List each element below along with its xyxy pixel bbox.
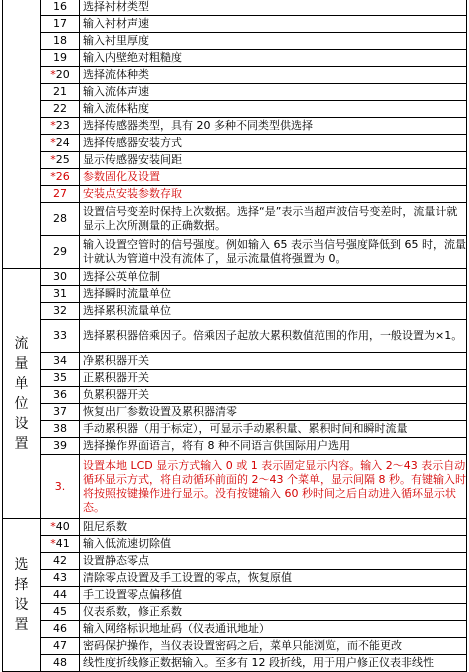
row-description: 设置信号变差时保持上次数据。选择“是”表示当超声波信号变差时，流量计就显示上次所测量的正确数据。 — [80, 203, 467, 236]
row-description: 选择累积器倍乘因子。倍乘因子起放大累积数值范围的作用，一般设置为×1。 — [80, 320, 467, 353]
row-description: 选择流体种类 — [80, 67, 467, 84]
row-number: 42 — [53, 554, 67, 567]
row-number: 45 — [53, 605, 67, 618]
table-row: *24 选择传感器安装方式 — [3, 135, 467, 152]
row-number: 32 — [53, 304, 67, 317]
table-row — [3, 421, 467, 438]
row-number: 17 — [53, 17, 67, 30]
row-description: 选择公英单位制 — [80, 269, 467, 286]
row-number: 37 — [53, 405, 67, 418]
table-row — [3, 655, 467, 672]
row-number: 19 — [53, 51, 67, 64]
row-number: 34 — [53, 354, 67, 367]
row-number: 29 — [53, 245, 67, 258]
row-description: 选择传感器类型，具有 20 多种不同类型供选择 — [80, 118, 467, 135]
row-number: 21 — [53, 85, 67, 98]
row-description: 输入流体粘度 — [80, 101, 467, 118]
row-number: 46 — [53, 622, 67, 635]
row-description: 阻尼系数 — [80, 519, 467, 536]
table-row — [3, 553, 467, 570]
row-number: 38 — [53, 422, 67, 435]
row-description: 选择瞬时流量单位 — [80, 286, 467, 303]
table-row — [3, 0, 467, 16]
table-row — [3, 33, 467, 50]
row-number: 43 — [53, 571, 67, 584]
table-row: *23 选择传感器类型，具有 20 多种不同类型供选择 — [3, 118, 467, 135]
row-description: 负累积器开关 — [80, 387, 467, 404]
table-row: *25 显示传感器安装间距 — [3, 152, 467, 169]
table-row — [3, 353, 467, 370]
row-number: 30 — [53, 270, 67, 283]
row-number: 41 — [55, 537, 70, 550]
table-row — [3, 236, 467, 269]
row-number: 28 — [53, 212, 67, 225]
row-number: 18 — [53, 34, 67, 47]
group-cell-selection: 选择设置 — [3, 519, 41, 672]
row-number: 36 — [53, 388, 67, 401]
table-row — [3, 101, 467, 118]
row-number: 40 — [55, 520, 70, 533]
row-number: 27 — [53, 187, 67, 200]
row-number: 20 — [55, 68, 70, 81]
table-row: 选择设置 *40 阻尼系数 — [3, 519, 467, 536]
table-row: *20 选择流体种类 — [3, 67, 467, 84]
table-row — [3, 84, 467, 101]
row-description: 输入流体声速 — [80, 84, 467, 101]
table-row — [3, 587, 467, 604]
row-number: 31 — [53, 287, 67, 300]
table-row — [3, 455, 467, 519]
row-number: 3. — [54, 479, 66, 493]
row-description: 密码保护操作，当仪表设置密码之后，菜单只能浏览，而不能更改 — [80, 638, 467, 655]
row-description: 选择衬材类型 — [80, 0, 467, 16]
row-description: 手工设置零点偏移值 — [80, 587, 467, 604]
row-description: 清除零点设置及手工设置的零点，恢复原值 — [80, 570, 467, 587]
table-row — [3, 604, 467, 621]
row-number: 26 — [55, 170, 70, 183]
row-number: 35 — [53, 371, 67, 384]
row-number: 22 — [53, 102, 67, 115]
row-description: 输入衬材声速 — [80, 16, 467, 33]
row-description: 手动累积器（用于标定），可显示手动累积量、累积时间和瞬时流量 — [80, 421, 467, 438]
table-row — [3, 16, 467, 33]
row-number: 25 — [55, 153, 70, 166]
table-row — [3, 404, 467, 421]
row-description: 选择传感器安装方式 — [80, 135, 467, 152]
row-description: 输入低流速切除值 — [80, 536, 467, 553]
row-number: 23 — [55, 119, 70, 132]
row-description: 参数固化及设置 — [80, 169, 467, 186]
menu-table — [2, 0, 467, 672]
row-number: 48 — [53, 656, 67, 669]
row-description: 仪表系数，修正系数 — [80, 604, 467, 621]
table-row — [3, 638, 467, 655]
table-row — [3, 203, 467, 236]
row-description: 输入衬里厚度 — [80, 33, 467, 50]
row-description: 安装点安装参数存取 — [80, 186, 467, 203]
row-number: 33 — [53, 329, 67, 342]
row-number: 16 — [53, 0, 67, 13]
row-description: 选择累积流量单位 — [80, 303, 467, 320]
table-row — [3, 370, 467, 387]
table-row — [3, 286, 467, 303]
table-row — [3, 50, 467, 67]
row-description: 恢复出厂参数设置及累积器清零 — [80, 404, 467, 421]
table-row — [3, 621, 467, 638]
group-cell-top — [3, 0, 41, 269]
row-description: 显示传感器安装间距 — [80, 152, 467, 169]
table-row — [3, 438, 467, 455]
row-description: 输入内壁绝对粗糙度 — [80, 50, 467, 67]
row-description: 线性度折线修正数据输入。至多有 12 段折线，用于用户修正仪表非线性 — [80, 655, 467, 672]
table-row — [3, 570, 467, 587]
row-description: 净累积器开关 — [80, 353, 467, 370]
row-number: 39 — [53, 439, 67, 452]
table-row — [3, 186, 467, 203]
table-row: *26 参数固化及设置 — [3, 169, 467, 186]
row-description: 输入网络标识地址码（仪表通讯地址） — [80, 621, 467, 638]
table-row — [3, 269, 467, 286]
row-number: 44 — [53, 588, 67, 601]
table-row — [3, 320, 467, 353]
row-description: 设置本地 LCD 显示方式输入 0 或 1 表示固定显示内容。输入 2～43 表示自动循环显示方式，将自动循环前面的 2～43 个菜单，显示间隔 8 秒。有键输入时将按照按键操作进行显示。没有按键输入 60 秒时间之后自动进入循环显示状态。 — [80, 455, 467, 519]
table-row — [3, 303, 467, 320]
row-number: 24 — [55, 136, 70, 149]
table-row — [3, 387, 467, 404]
group-cell-flow-unit: 流量单位设置 — [3, 269, 41, 519]
row-description: 输入设置空管时的信号强度。例如输入 65 表示当信号强度降低到 65 时，流量计就认为管道中没有流体了，显示流量值将强置为 0。 — [80, 236, 467, 269]
row-description: 选择操作界面语言，将有 8 种不同语言供国际用户选用 — [80, 438, 467, 455]
row-number: 47 — [53, 639, 67, 652]
table-row: *41 输入低流速切除值 — [3, 536, 467, 553]
row-description: 正累积器开关 — [80, 370, 467, 387]
row-description: 设置静态零点 — [80, 553, 467, 570]
